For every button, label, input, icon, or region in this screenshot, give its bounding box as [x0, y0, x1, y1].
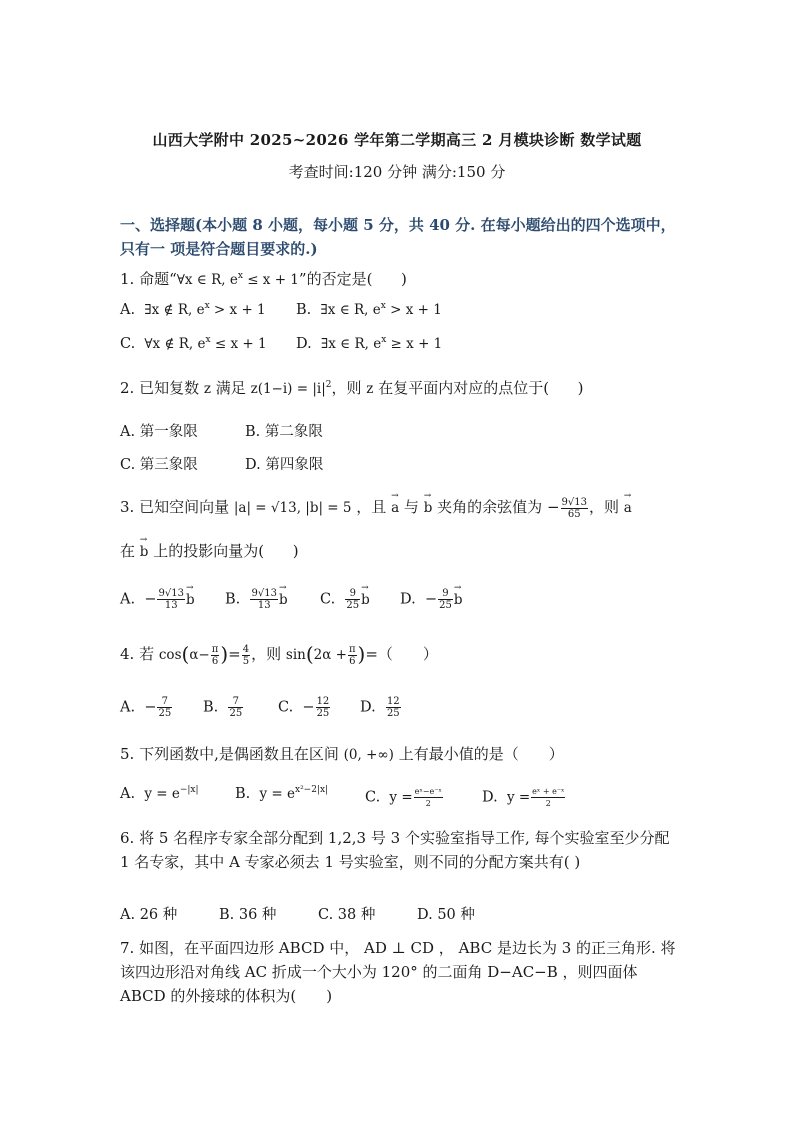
- question-5-stem: 5. 下列函数中,是偶函数且在区间 (0, +∞) 上有最小值的是（ ）: [120, 745, 564, 763]
- q3-option-d[interactable]: D. − $\frac{9}{25}$ → b: [400, 588, 462, 611]
- q1-option-b[interactable]: B. ∃x ∈ R, $e^x > x + 1$: [296, 301, 442, 318]
- q4-option-b[interactable]: B. $\frac{7}{25}$: [203, 696, 243, 719]
- q2-option-c[interactable]: C. 第三象限: [120, 457, 198, 473]
- question-6-stem: 6. 将 5 名程序专家全部分配到 1,2,3 号 3 个实验室指导工作, 每个实验室至少分配 1 名专家，其中 A 专家必须去 1 号实验室，则不同的分配方案共有( ): [120, 829, 670, 871]
- q1-stem-b: ”的否定是(: [298, 270, 373, 288]
- question-3-stem: 3. 已知空间向量 |a| = √13, |b| = 5 ，且 → a 与 → b 夹角的余弦值为 − $\frac{9√13}{65}$ ，则 → a: [120, 496, 632, 520]
- q1-option-c[interactable]: C. ∀x ∉ R, $e^x \le x + 1$: [120, 335, 267, 352]
- q1-stem-c: ): [401, 270, 407, 288]
- q5-option-d[interactable]: D. y = $\frac{\text{eˣ + e⁻ˣ}}{2}$: [482, 787, 565, 808]
- question-2-stem: 2. 已知复数 z 满足 $z(1-i) = |i|^2$，则 z 在复平面内对应的点位于( ): [120, 379, 584, 397]
- q4-option-c[interactable]: C. − $\frac{12}{25}$: [278, 696, 330, 719]
- exam-title: 山西大学附中 2025~2026 学年第二学期高三 2 月模块诊断 数学试题: [152, 131, 642, 149]
- q3-option-a[interactable]: A. − $\frac{9√13}{13}$ → b: [120, 588, 195, 611]
- q1-option-d[interactable]: D. ∃x ∈ R, $e^x \ge x + 1$: [296, 335, 443, 352]
- q2-option-a[interactable]: A. 第一象限: [120, 424, 198, 440]
- q3-option-c[interactable]: C. $\frac{9}{25}$ → b: [320, 588, 370, 611]
- q6-option-c[interactable]: C. 38 种: [318, 907, 376, 923]
- q6-option-a[interactable]: A. 26 种: [120, 907, 178, 923]
- question-3-stem-line2: 在 → b 上的投影向量为( ): [120, 540, 299, 561]
- question-4-stem: 4. 若 cos(α− $\frac{\pi}{6}$ )= $\frac{4}{5}$ ，则 sin(2α + $\frac{\pi}{6}$ )=（ ）: [120, 642, 438, 667]
- exam-subtitle: 考查时间:120 分钟 满分:150 分: [288, 163, 506, 181]
- q2-option-b[interactable]: B. 第二象限: [245, 424, 323, 440]
- q4-option-a[interactable]: A. − $\frac{7}{25}$: [120, 696, 172, 719]
- section-heading: 一、选择题(本小题 8 小题，每小题 5 分，共 40 分. 在每小题给出的四个选项中，只有一 项是符合题目要求的.): [120, 216, 676, 258]
- q6-option-d[interactable]: D. 50 种: [417, 907, 475, 923]
- q4-option-d[interactable]: D. $\frac{12}{25}$: [360, 696, 400, 719]
- q2-option-d[interactable]: D. 第四象限: [245, 457, 324, 473]
- question-7-stem: 7. 如图，在平面四边形 ABCD 中， AD ⊥ CD ， ABC 是边长为 3 的正三角形. 将该四边形沿对角线 AC 折成一个大小为 120° 的二面角 D−AC−B ，则四面体 ABCD 的外接球的体积为( ): [120, 939, 676, 1005]
- q1-option-a[interactable]: A. ∃x ∉ R, $e^x > x + 1$: [120, 301, 266, 318]
- q1-math: ∀x ∈ R, $e^x \le x + 1$: [176, 271, 299, 288]
- question-1-stem: [120, 268, 407, 289]
- q5-option-c[interactable]: C. y = $\frac{\text{eˣ−e⁻ˣ}}{2}$: [365, 787, 442, 808]
- q5-option-a[interactable]: A. $y = e^{-|x|}$: [120, 785, 199, 802]
- q1-stem-a: 1. 命题“: [120, 270, 177, 288]
- q5-option-b[interactable]: B. $y = e^{x^2-2|x|}$: [235, 785, 329, 802]
- q3-option-b[interactable]: B. $\frac{9√13}{13}$ → b: [225, 588, 288, 611]
- q6-option-b[interactable]: B. 36 种: [219, 907, 277, 923]
